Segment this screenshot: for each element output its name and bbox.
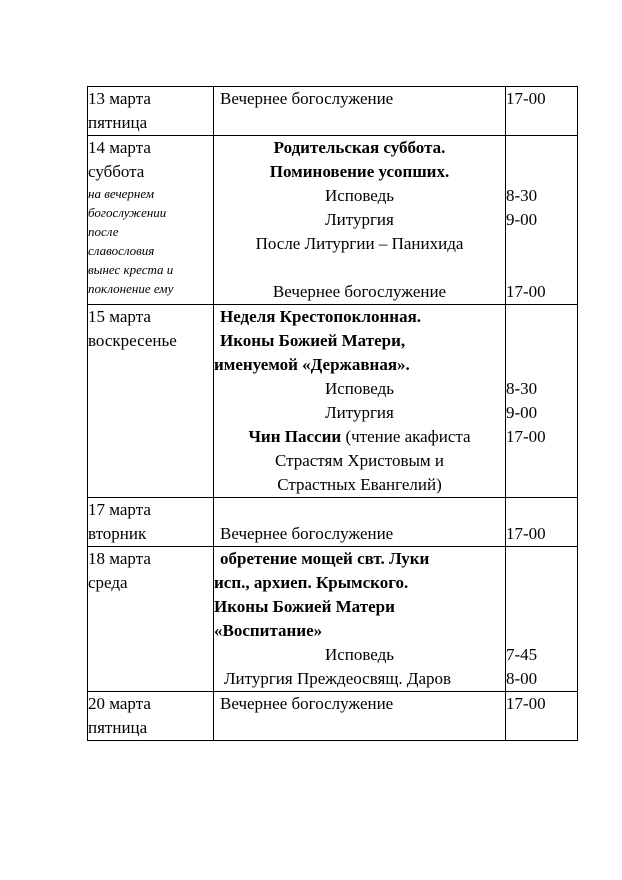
note-line: поклонение ему bbox=[88, 281, 174, 296]
spacer bbox=[506, 136, 577, 160]
time-cell bbox=[506, 305, 578, 498]
time-label: 8-00 bbox=[506, 669, 538, 688]
service-label: Исповедь bbox=[324, 186, 395, 205]
note-line: богослужении bbox=[88, 205, 167, 220]
time-label: 9-00 bbox=[506, 403, 538, 422]
service-label: Литургия bbox=[325, 403, 394, 422]
date-cell bbox=[88, 692, 214, 741]
date-label: 20 марта bbox=[88, 694, 151, 713]
time-label: 8-30 bbox=[506, 379, 538, 398]
service-cell bbox=[214, 498, 506, 547]
date-label: 17 марта bbox=[88, 500, 151, 519]
feast-title-line: исп., архиеп. Крымского. bbox=[214, 573, 409, 592]
table-row bbox=[88, 498, 578, 547]
service-label: Вечернее богослужение bbox=[220, 694, 394, 713]
time-cell bbox=[506, 498, 578, 547]
table-row bbox=[88, 87, 578, 136]
schedule-table bbox=[87, 86, 578, 741]
service-cell bbox=[214, 547, 506, 692]
service-cell bbox=[214, 87, 506, 136]
date-label: 13 марта bbox=[88, 89, 151, 108]
time-cell bbox=[506, 136, 578, 305]
service-label: Литургия Преждеосвящ. Даров bbox=[224, 669, 452, 688]
time-label: 8-30 bbox=[506, 186, 538, 205]
table-row bbox=[88, 692, 578, 741]
time-cell bbox=[506, 547, 578, 692]
date-cell bbox=[88, 547, 214, 692]
passion-line: Страстям Христовым и bbox=[274, 451, 445, 470]
date-cell bbox=[88, 305, 214, 498]
table-row bbox=[88, 305, 578, 498]
time-label: 7-45 bbox=[506, 645, 538, 664]
passion-line bbox=[214, 425, 505, 449]
spacer bbox=[214, 498, 505, 522]
spacer bbox=[506, 571, 577, 595]
note-line: славословия bbox=[88, 243, 155, 258]
note-line: на вечернем bbox=[88, 186, 155, 201]
time-label: 17-00 bbox=[506, 524, 546, 543]
table-row bbox=[88, 547, 578, 692]
spacer bbox=[506, 232, 577, 256]
spacer bbox=[506, 160, 577, 184]
note-line: после bbox=[88, 224, 119, 239]
date-label: 14 марта bbox=[88, 138, 151, 157]
date-cell bbox=[88, 498, 214, 547]
spacer bbox=[506, 305, 577, 329]
service-label: После Литургии – Панихида bbox=[255, 234, 464, 253]
feast-title-line: Иконы Божией Матери bbox=[214, 597, 395, 616]
note-line: вынес креста и bbox=[88, 262, 174, 277]
feast-title-line: именуемой «Державная». bbox=[214, 355, 410, 374]
passion-title: Чин Пассии bbox=[248, 427, 342, 446]
service-label: Литургия bbox=[325, 210, 394, 229]
spacer bbox=[506, 329, 577, 353]
spacer bbox=[506, 547, 577, 571]
feast-title-line: Иконы Божией Матери, bbox=[220, 331, 406, 350]
spacer bbox=[506, 498, 577, 522]
spacer bbox=[506, 256, 577, 280]
date-cell bbox=[88, 87, 214, 136]
feast-title-line: Неделя Крестопоклонная. bbox=[220, 307, 422, 326]
spacer bbox=[214, 256, 505, 280]
service-label: Вечернее богослужение bbox=[220, 524, 394, 543]
service-label: Исповедь bbox=[324, 645, 395, 664]
date-cell bbox=[88, 136, 214, 305]
service-cell bbox=[214, 692, 506, 741]
date-label: 18 марта bbox=[88, 549, 151, 568]
weekday-label: вторник bbox=[88, 524, 147, 543]
weekday-label: пятница bbox=[88, 718, 148, 737]
passion-desc: (чтение акафиста bbox=[341, 427, 471, 446]
weekday-label: пятница bbox=[88, 113, 148, 132]
service-label: Исповедь bbox=[324, 379, 395, 398]
service-cell bbox=[214, 305, 506, 498]
feast-title-line: «Воспитание» bbox=[214, 621, 323, 640]
time-cell bbox=[506, 87, 578, 136]
date-label: 15 марта bbox=[88, 307, 151, 326]
time-label: 17-00 bbox=[506, 282, 546, 301]
feast-title-line: Поминовение усопших. bbox=[269, 162, 450, 181]
time-label: 9-00 bbox=[506, 210, 538, 229]
spacer bbox=[506, 619, 577, 643]
spacer bbox=[506, 595, 577, 619]
evening-service-label: Вечернее богослужение bbox=[272, 282, 447, 301]
weekday-label: суббота bbox=[88, 162, 145, 181]
weekday-label: среда bbox=[88, 573, 128, 592]
spacer bbox=[506, 353, 577, 377]
feast-title-line: Родительская суббота. bbox=[273, 138, 446, 157]
weekday-label: воскресенье bbox=[88, 331, 177, 350]
service-label: Вечернее богослужение bbox=[220, 89, 394, 108]
table-row bbox=[88, 136, 578, 305]
time-label: 17-00 bbox=[506, 89, 546, 108]
time-label: 17-00 bbox=[506, 694, 546, 713]
passion-line: Страстных Евангелий) bbox=[277, 475, 442, 494]
feast-title-line: обретение мощей свт. Луки bbox=[220, 549, 430, 568]
service-cell bbox=[214, 136, 506, 305]
time-label: 17-00 bbox=[506, 427, 546, 446]
time-cell bbox=[506, 692, 578, 741]
